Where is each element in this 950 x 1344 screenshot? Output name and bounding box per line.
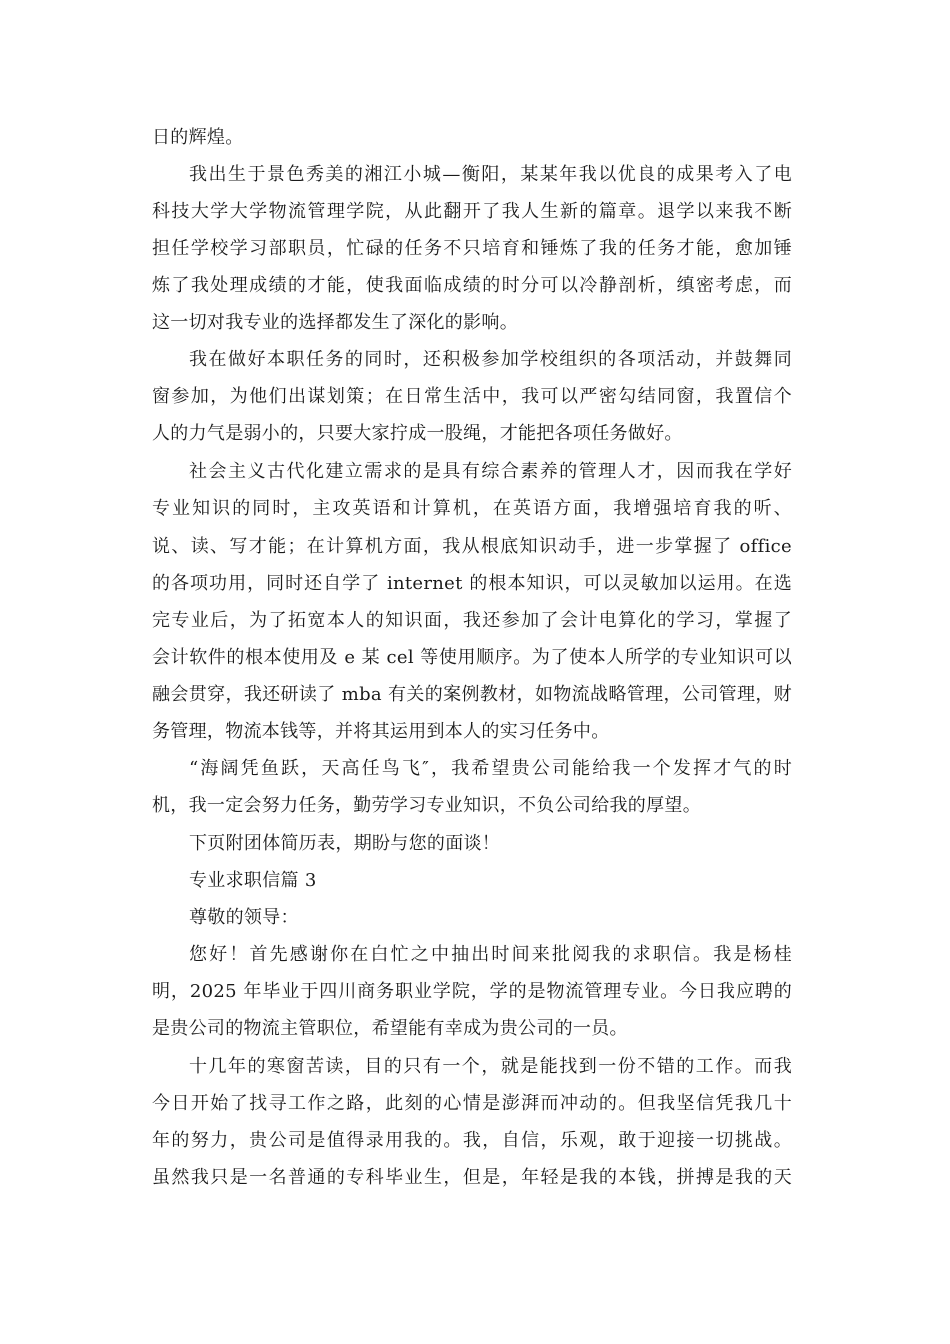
text-line: 明，2025 年毕业于四川商务职业学院，学的是物流管理专业。今日我应聘的 [152, 981, 792, 1002]
text-line: 这一切对我专业的选择都发生了深化的影响。 [152, 312, 518, 333]
text-line: “海阔凭鱼跃，天高任鸟飞″，我希望贵公司能给我一个发挥才气的时 [189, 758, 792, 779]
text-line: 十几年的寒窗苦读，目的只有一个，就是能找到一份不错的工作。而我 [189, 1056, 792, 1077]
text-line: 炼了我处理成绩的才能，使我面临成绩的时分可以冷静剖析，缜密考虑，而 [152, 275, 792, 296]
text-line: 专业知识的同时，主攻英语和计算机，在英语方面，我增强培育我的听、 [152, 498, 792, 519]
text-line: 会计软件的根本使用及 e 某 cel 等使用顺序。为了使本人所学的专业知识可以 [152, 647, 792, 668]
text-line: 日的辉煌。 [152, 127, 244, 148]
text-line: 人的力气是弱小的，只要大家拧成一股绳，才能把各项任务做好。 [152, 423, 683, 444]
text-line: 今日开始了找寻工作之路，此刻的心情是澎湃而冲动的。但我坚信凭我几十 [152, 1093, 792, 1114]
text-line: 是贵公司的物流主管职位，希望能有幸成为贵公司的一员。 [152, 1018, 628, 1039]
text-line: 科技大学大学物流管理学院，从此翻开了我人生新的篇章。退学以来我不断 [152, 201, 792, 222]
salutation: 尊敬的领导： [189, 907, 299, 928]
text-line: 融会贯穿，我还研读了 mba 有关的案例教材，如物流战略管理，公司管理，财 [152, 684, 792, 705]
text-line: 窗参加，为他们出谋划策；在日常生活中，我可以严密勾结同窗，我置信个 [152, 386, 792, 407]
text-line: 下页附团体简历表，期盼与您的面谈！ [189, 833, 501, 854]
text-line: 完专业后，为了拓宽本人的知识面，我还参加了会计电算化的学习，掌握了 [152, 610, 792, 631]
text-line: 说、读、写才能；在计算机方面，我从根底知识动手，进一步掌握了 office [152, 536, 792, 557]
text-line: 社会主义古代化建立需求的是具有综合素养的管理人才，因而我在学好 [189, 461, 792, 482]
text-line: 您好！首先感谢你在白忙之中抽出时间来批阅我的求职信。我是杨桂 [189, 944, 792, 965]
text-line: 机，我一定会努力任务，勤劳学习专业知识，不负公司给我的厚望。 [152, 795, 701, 816]
text-line: 年的努力，贵公司是值得录用我的。我，自信，乐观，敢于迎接一切挑战。 [152, 1130, 792, 1151]
text-line: 我在做好本职任务的同时，还积极参加学校组织的各项活动，并鼓舞同 [189, 349, 792, 370]
text-line: 的各项功用，同时还自学了 internet 的根本知识，可以灵敏加以运用。在选 [152, 573, 792, 594]
section-heading: 专业求职信篇 3 [189, 870, 317, 891]
text-line: 担任学校学习部职员，忙碌的任务不只培育和锤炼了我的任务才能，愈加锤 [152, 238, 792, 259]
text-line: 我出生于景色秀美的湘江小城—衡阳，某某年我以优良的成果考入了电 [189, 164, 792, 185]
text-line: 虽然我只是一名普通的专科毕业生，但是，年轻是我的本钱，拼搏是我的天 [152, 1167, 792, 1188]
text-line: 务管理，物流本钱等，并将其运用到本人的实习任务中。 [152, 721, 610, 742]
